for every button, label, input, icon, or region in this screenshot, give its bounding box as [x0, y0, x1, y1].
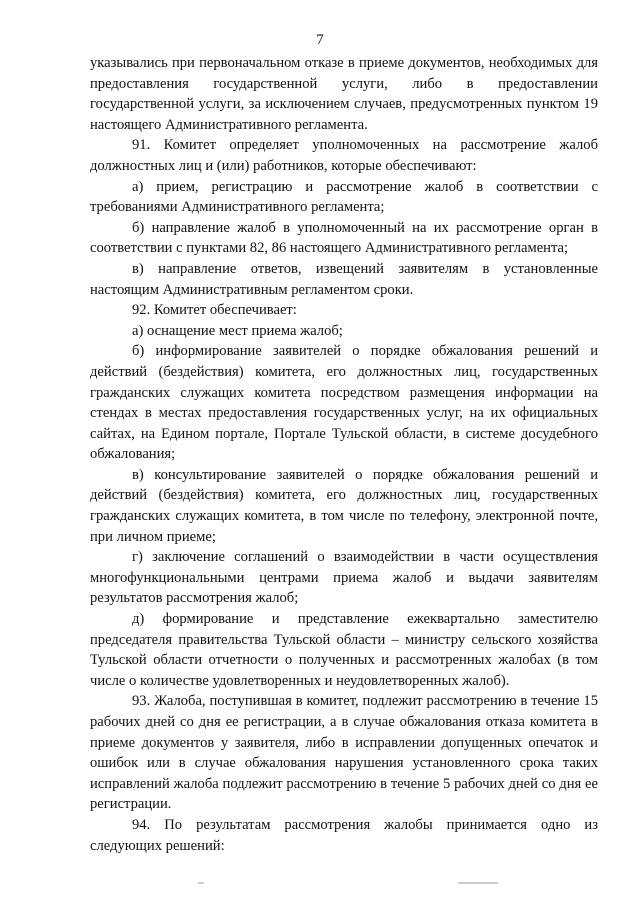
paragraph-92-a: а) оснащение мест приема жалоб;	[132, 322, 343, 339]
paragraph-continuation: указывались при первоначальном отказе в приеме документов, необходимых для предоставления государственной услуги, либо в предоставлении государственной услуги, за исключением случаев, предусмотренных пунктом 19 настоящего Административного регламента.	[90, 55, 598, 133]
paragraph-92-d: г) заключение соглашений о взаимодействии в части осуществления многофункциональными центрами приема жалоб и выдачи заявителям результатов рассмотрения жалоб;	[90, 549, 598, 607]
paragraph-94: 94. По результатам рассмотрения жалобы принимается одно из следующих решений:	[90, 816, 598, 854]
paragraph-91-b: б) направление жалоб в уполномоченный на их рассмотрение орган в соответствии с пунктами 82, 86 настоящего Административного регламента;	[90, 219, 598, 257]
paragraph-91: 91. Комитет определяет уполномоченных на рассмотрение жалоб должностных лиц и (или) работников, которые обеспечивают:	[90, 137, 598, 174]
paragraph-92-e: д) формирование и представление ежеквартально заместителю председателя правительства Тульской области – министру сельского хозяйства Тульской области отчетности о полученных и рассмотренных жалобах (в том числе о количестве удовлетворенных и неудовлетворенных жалоб).	[90, 611, 598, 689]
page-number: 7	[316, 32, 324, 48]
paragraph-91-a: а) прием, регистрацию и рассмотрение жалоб в соответствии с требованиями Административного регламента;	[90, 178, 598, 216]
paragraph-92-b: б) информирование заявителей о порядке обжалования решений и действий (бездействия) комитета, его должностных лиц, государственных гражданских служащих комитета посредством размещения информации на стендах в местах предоставления государственных услуг, на их официальных сайтах, на Едином портале, Портале Тульской области, в системе досудебного обжалования;	[90, 343, 598, 463]
paragraph-92: 92. Комитет обеспечивает:	[132, 302, 297, 319]
paragraph-92-c: в) консультирование заявителей о порядке обжалования решений и действий (бездействия) комитета, его должностных лиц, государственных гражданских служащих комитета, в том числе по телефону, электронной почте, при личном приеме;	[90, 466, 598, 545]
document-body	[90, 53, 598, 856]
scan-artifact-left	[198, 882, 204, 884]
paragraph-91-c: в) направление ответов, извещений заявителям в установленные настоящим Административным регламентом сроки.	[90, 260, 598, 298]
paragraph-93: 93. Жалоба, поступившая в комитет, подлежит рассмотрению в течение 15 рабочих дней со дня ее регистрации, а в случае обжалования отказа комитета в приеме документов у заявителя, либо в исправлении допущенных опечаток и ошибок или в случае обжалования нарушения установленного срока таких исправлений жалоба подлежит рассмотрению в течение 5 рабочих дней со дня ее регистрации.	[90, 693, 598, 813]
scan-artifact-right	[458, 882, 498, 884]
